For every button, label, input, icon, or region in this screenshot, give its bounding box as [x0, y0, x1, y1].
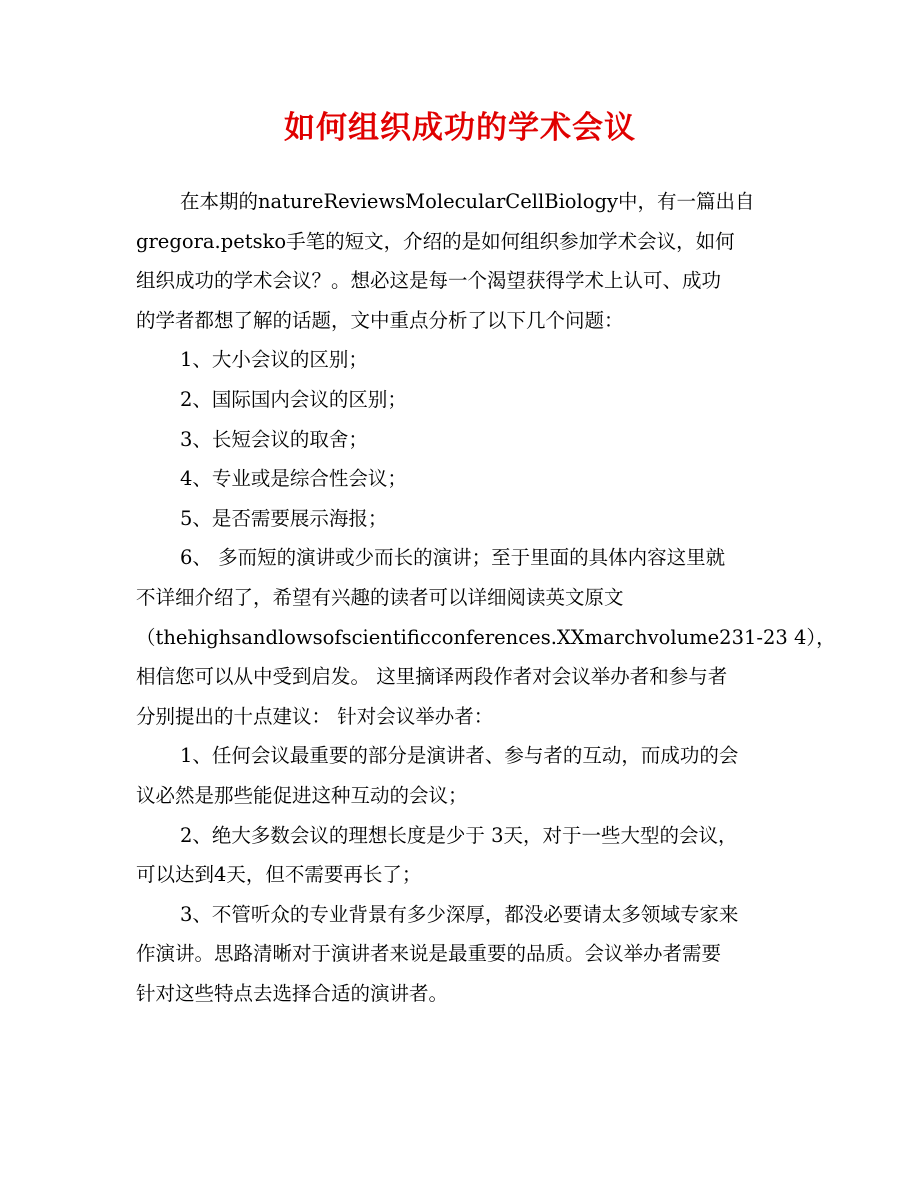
paragraph-line: 议必然是那些能促进这种互动的会议； — [136, 783, 468, 807]
paragraph-line: 相信您可以从中受到启发。 这里摘译两段作者对会议举办者和参与者 — [136, 665, 728, 689]
paragraph-line: （thehighsandlowsofscientificconferences.XXmarchvolume231-23 4）， — [136, 625, 836, 649]
paragraph-line: 可以达到4天，但不需要再长了； — [136, 863, 422, 887]
paragraph-line: 组织成功的学术会议？。想必这是每一个渴望获得学术上认可、成功 — [136, 269, 722, 293]
list-item: 3、长短会议的取舍； — [180, 427, 368, 451]
list-item: 1、任何会议最重要的部分是演讲者、参与者的互动，而成功的会 — [180, 744, 739, 768]
paragraph-line: 作演讲。思路清晰对于演讲者来说是最重要的品质。会议举办者需要 — [136, 942, 722, 966]
list-item: 2、国际国内会议的区别； — [180, 387, 407, 411]
paragraph-line: 分别提出的十点建议： 针对会议举办者： — [136, 704, 494, 728]
paragraph-line: 不详细介绍了，希望有兴趣的读者可以详细阅读英文原文 — [136, 585, 624, 609]
paragraph-line: gregora.petsko手笔的短文，介绍的是如何组织参加学术会议，如何 — [136, 229, 735, 253]
list-item: 2、绝大多数会议的理想长度是少于 3天，对于一些大型的会议， — [180, 823, 738, 847]
list-item: 3、不管听众的专业背景有多少深厚，都没必要请太多领域专家来 — [180, 902, 739, 926]
paragraph-line: 在本期的natureReviewsMolecularCellBiology中，有一篇出自 — [180, 190, 755, 213]
list-item: 1、大小会议的区别； — [180, 348, 368, 372]
list-item: 6、 多而短的演讲或少而长的演讲；至于里面的具体内容这里就 — [180, 546, 726, 570]
paragraph-line: 的学者都想了解的话题，文中重点分析了以下几个问题： — [136, 308, 624, 332]
list-item: 5、是否需要展示海报； — [180, 506, 388, 530]
paragraph-line: 针对这些特点去选择合适的演讲者。 — [136, 981, 449, 1005]
document-body — [136, 182, 836, 1013]
list-item: 4、专业或是综合性会议； — [180, 467, 407, 491]
document-title: 如何组织成功的学术会议 — [284, 110, 636, 146]
